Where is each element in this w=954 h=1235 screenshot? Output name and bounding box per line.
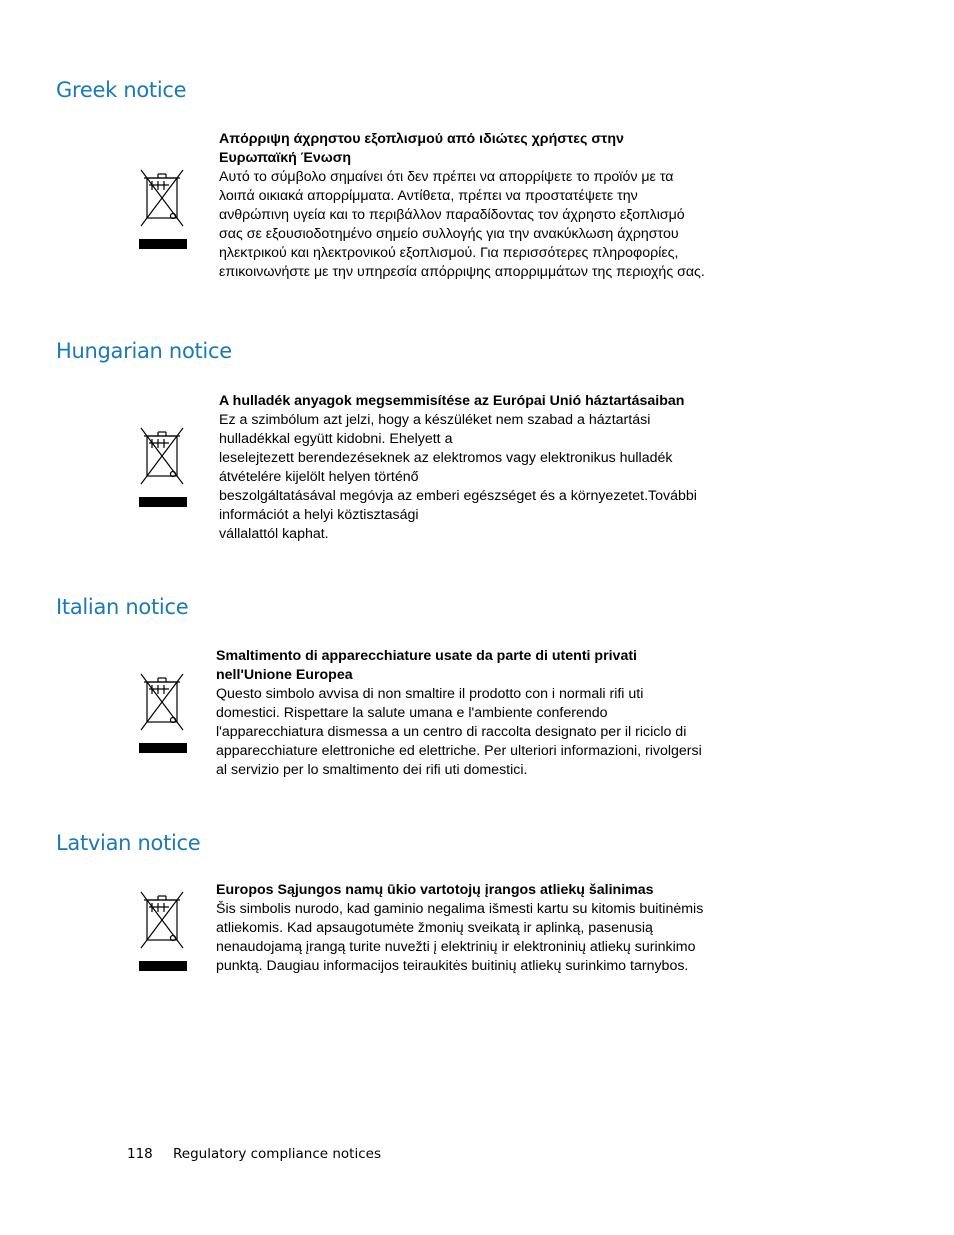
- notice-body-line: σας σε εξουσιοδοτημένο σημείο συλλογής για την ανακύκλωση άχρηστου: [219, 226, 679, 242]
- notice-body-line: atliekomis. Kad apsaugotumėte žmonių sveikatą ir aplinką, pasenusią: [216, 920, 653, 936]
- notice-body-line: Αυτό το σύμβολο σημαίνει ότι δεν πρέπει να απορρίψετε το προϊόν με τα: [219, 169, 674, 185]
- notice-body-line: beszolgáltatásával megóvja az emberi egészséget és a környezetet.További: [219, 488, 697, 504]
- notice-body-line: leselejtezett berendezéseknek az elektromos vagy elektronikus hulladék: [219, 450, 673, 466]
- notice-title-line: Απόρριψη άχρηστου εξοπλισμού από ιδιώτες χρήστες στην: [219, 131, 624, 147]
- notice-body-line: ηλεκτρικού και ηλεκτρονικού εξοπλισμού. Για περισσότερες πληροφορίες,: [219, 245, 679, 261]
- notice-body-line: al servizio per lo smaltimento dei rifi uti domestici.: [216, 762, 528, 778]
- notice-text-hungarian: [219, 392, 759, 544]
- section-heading-greek: Greek notice: [56, 78, 187, 102]
- notice-title-line: A hulladék anyagok megsemmisítése az Európai Unió háztartásaiban: [219, 393, 685, 409]
- notice-body-line: punktą. Daugiau informacijos teiraukitės buitinių atliekų surinkimo tarnybos.: [216, 958, 689, 974]
- notice-body-line: Questo simbolo avvisa di non smaltire il prodotto con i normali rifi uti: [216, 686, 644, 702]
- notice-body-line: l'apparecchiatura dismessa a un centro di raccolta designato per il riciclo di: [216, 724, 687, 740]
- section-heading-latvian: Latvian notice: [56, 831, 201, 855]
- page-number: 118: [127, 1146, 153, 1162]
- notice-body-line: apparecchiature elettroniche ed elettriche. Per ulteriori informazioni, rivolgersi: [216, 743, 702, 759]
- footer-title: Regulatory compliance notices: [173, 1146, 381, 1162]
- weee-bin-icon: [138, 424, 188, 508]
- weee-bin-icon: [138, 670, 188, 754]
- notice-text-greek: [219, 130, 759, 282]
- notice-body-line: információt a helyi köztisztasági: [219, 507, 419, 523]
- notice-body-line: hulladékkal együtt kidobni. Ehelyett a: [219, 431, 453, 447]
- notice-body-line: nenaudojamą įrangą turite nuvežti į elektrinių ir elektroninių atliekų surinkimo: [216, 939, 696, 955]
- weee-bin-icon: [138, 888, 188, 972]
- section-heading-hungarian: Hungarian notice: [56, 339, 232, 363]
- page-footer: [127, 1145, 381, 1163]
- notice-body-line: Ez a szimbólum azt jelzi, hogy a készüléket nem szabad a háztartási: [219, 412, 651, 428]
- notice-title-line: Europos Sąjungos namų ūkio vartotojų įrangos atliekų šalinimas: [216, 882, 654, 898]
- notice-body-line: Šis simbolis nurodo, kad gaminio negalima išmesti kartu su kitomis buitinėmis: [216, 901, 704, 917]
- notice-title-line: Ευρωπαϊκή Ένωση: [219, 150, 352, 166]
- section-heading-italian: Italian notice: [56, 595, 189, 619]
- notice-body-line: λοιπά οικιακά απορρίμματα. Αντίθετα, πρέπει να προστατέψετε την: [219, 188, 638, 204]
- notice-body-line: επικοινωνήστε με την υπηρεσία απόρριψης απορριμμάτων της περιοχής σας.: [219, 264, 705, 280]
- notice-text-latvian: [216, 881, 756, 976]
- notice-body-line: ανθρώπινη υγεία και το περιβάλλον παραδίδοντας τον άχρηστο εξοπλισμό: [219, 207, 685, 223]
- notice-body-line: domestici. Rispettare la salute umana e l'ambiente conferendo: [216, 705, 608, 721]
- weee-bin-icon: [138, 166, 188, 250]
- notice-title-line: nell'Unione Europea: [216, 667, 353, 683]
- notice-title-line: Smaltimento di apparecchiature usate da parte di utenti privati: [216, 648, 637, 664]
- notice-body-line: vállalattól kaphat.: [219, 526, 329, 542]
- notice-body-line: átvételére kijelölt helyen történő: [219, 469, 419, 485]
- notice-text-italian: [216, 647, 756, 780]
